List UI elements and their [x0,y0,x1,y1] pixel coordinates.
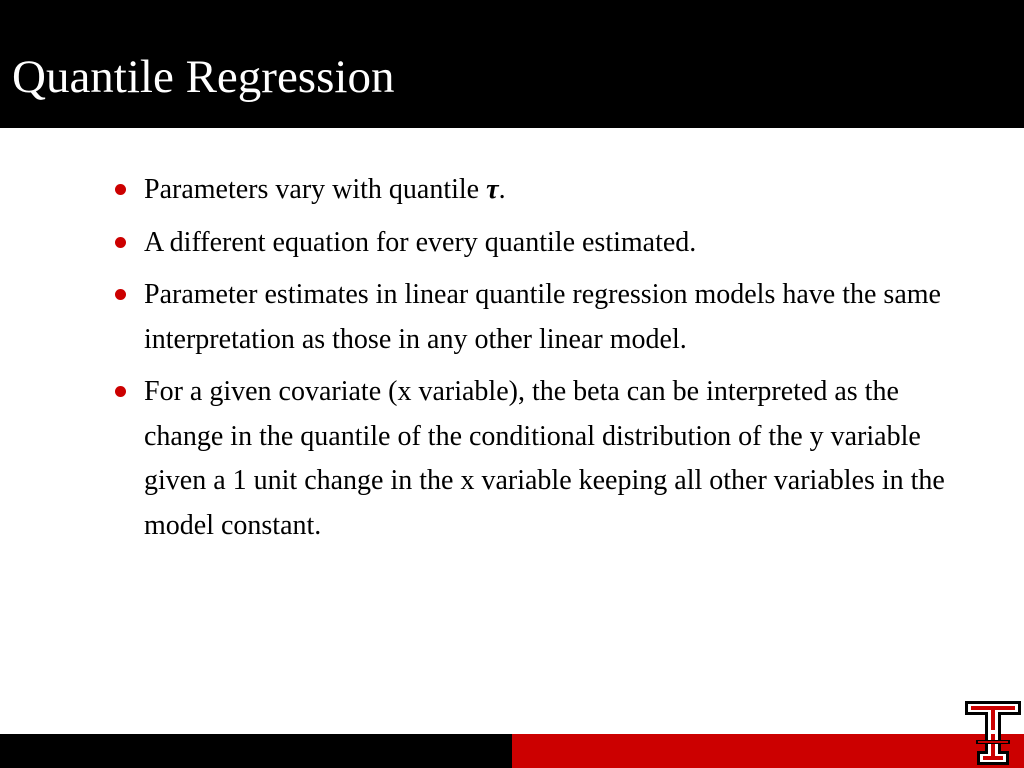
bullet-text: A different equation for every quantile estimated. [144,226,697,258]
bullet-item-different-equation [115,221,975,266]
double-t-logo-icon [964,700,1022,766]
footer-bar-black [0,734,512,768]
bullet-text: Parameters vary with quantile [144,174,487,205]
slide-title: Quantile Regression [12,51,395,103]
bullet-item-beta-meaning [115,370,975,548]
bullet-dot-icon [115,184,126,195]
bullet-item-interpretation [115,273,975,362]
slide-content [115,168,975,556]
footer-bar-red [512,734,1024,768]
bullet-text: For a given covariate (x variable), the beta can be interpreted as the change in the quantile of the conditional distribution of the y variable given a 1 unit change in the x variable keeping all other variables in the model constant. [144,376,945,541]
tau-symbol: τ [486,174,499,205]
bullet-dot-icon [115,289,126,300]
bullet-suffix: . [498,174,506,205]
bullet-list [115,168,975,548]
bullet-text: Parameter estimates in linear quantile regression models have the same interpretation as those in any other linear model. [144,279,941,355]
bullet-dot-icon [115,386,126,397]
title-bar [0,0,1024,128]
bullet-dot-icon [115,237,126,248]
bullet-item-quantile-parameters [115,168,975,213]
